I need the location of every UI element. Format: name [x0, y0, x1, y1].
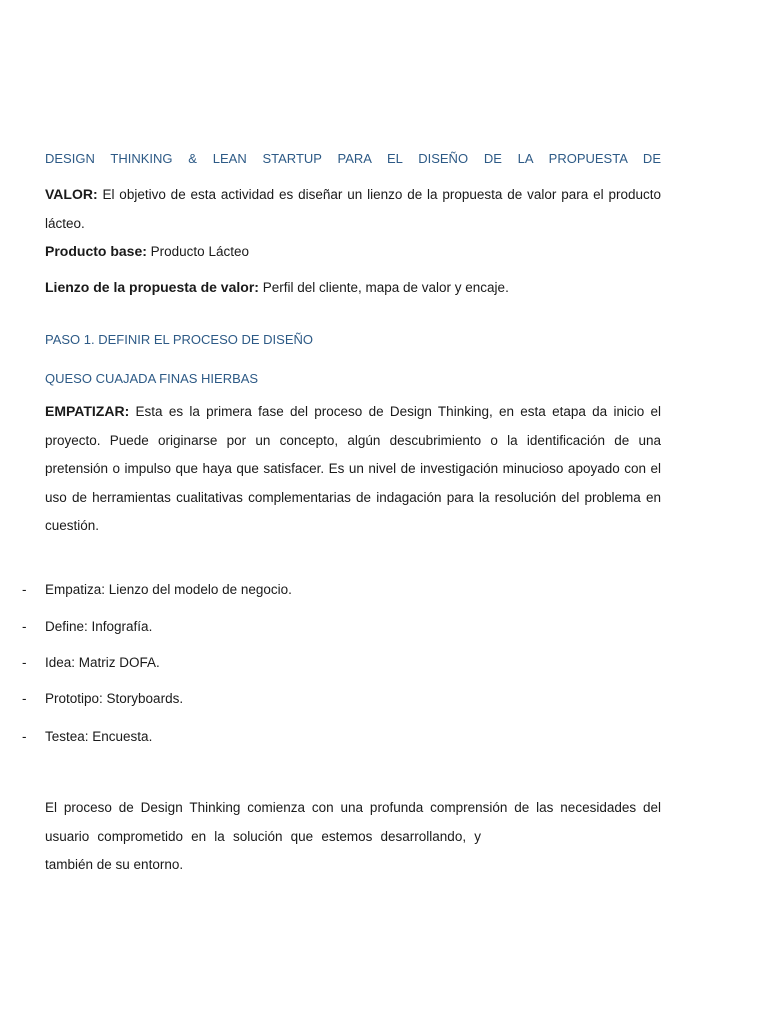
valor-text: El objetivo de esta actividad es diseñar un lienzo de la propuesta de valor para el producto lácteo.: [45, 187, 661, 231]
list-item: [0, 689, 700, 709]
list-item-text: Empatiza: Lienzo del modelo de negocio.: [45, 582, 292, 597]
lienzo-label: Lienzo de la propuesta de valor:: [45, 279, 259, 295]
closing-line-3: también de su entorno.: [45, 857, 184, 872]
closing-paragraph: [45, 794, 661, 880]
bullet-marker: -: [22, 582, 27, 597]
producto-base-text: Producto Lácteo: [146, 244, 249, 259]
list-item-text: Prototipo: Storyboards.: [45, 691, 184, 706]
empatizar-label: EMPATIZAR:: [45, 403, 130, 419]
bullet-marker: -: [22, 729, 27, 744]
list-item-text: Testea: Encuesta.: [45, 729, 153, 744]
valor-label: VALOR:: [45, 186, 98, 202]
document-title: DESIGN THINKING & LEAN STARTUP PARA EL DISEÑO DE LA PROPUESTA DE: [45, 151, 661, 166]
empatizar-paragraph: [45, 397, 661, 541]
lienzo-paragraph: [45, 273, 661, 303]
bullet-marker: -: [22, 655, 27, 670]
list-item: [0, 727, 700, 747]
valor-paragraph: [45, 180, 661, 238]
producto-base-label: Producto base:: [45, 243, 147, 259]
closing-line-2: usuario comprometido en la solución que estemos desarrollando, y: [45, 828, 481, 844]
list-item: [0, 653, 700, 673]
bullet-marker: -: [22, 619, 27, 634]
queso-heading: QUESO CUAJADA FINAS HIERBAS: [45, 371, 259, 386]
list-item-text: Define: Infografía.: [45, 619, 153, 634]
list-item-text: Idea: Matriz DOFA.: [45, 655, 160, 670]
paso1-heading: PASO 1. DEFINIR EL PROCESO DE DISEÑO: [45, 332, 314, 347]
list-item: [0, 617, 700, 637]
bullet-marker: -: [22, 691, 27, 706]
closing-line-1: El proceso de Design Thinking comienza con una profunda comprensión de las necesidades del: [45, 800, 661, 815]
empatizar-text: Esta es la primera fase del proceso de Design Thinking, en esta etapa da inicio el proyecto. Puede originarse por un concepto, algún descubrimiento o la identificación de una pretensión o impulso que haya que satisfacer. Es un nivel de investigación minucioso apoyado con el uso de herramientas cualitativas complementarias de indagación para la resolución del problema en cuestión.: [45, 404, 661, 533]
list-item: [0, 580, 700, 600]
producto-base-paragraph: [45, 237, 661, 267]
lienzo-text: Perfil del cliente, mapa de valor y encaje.: [258, 280, 509, 295]
